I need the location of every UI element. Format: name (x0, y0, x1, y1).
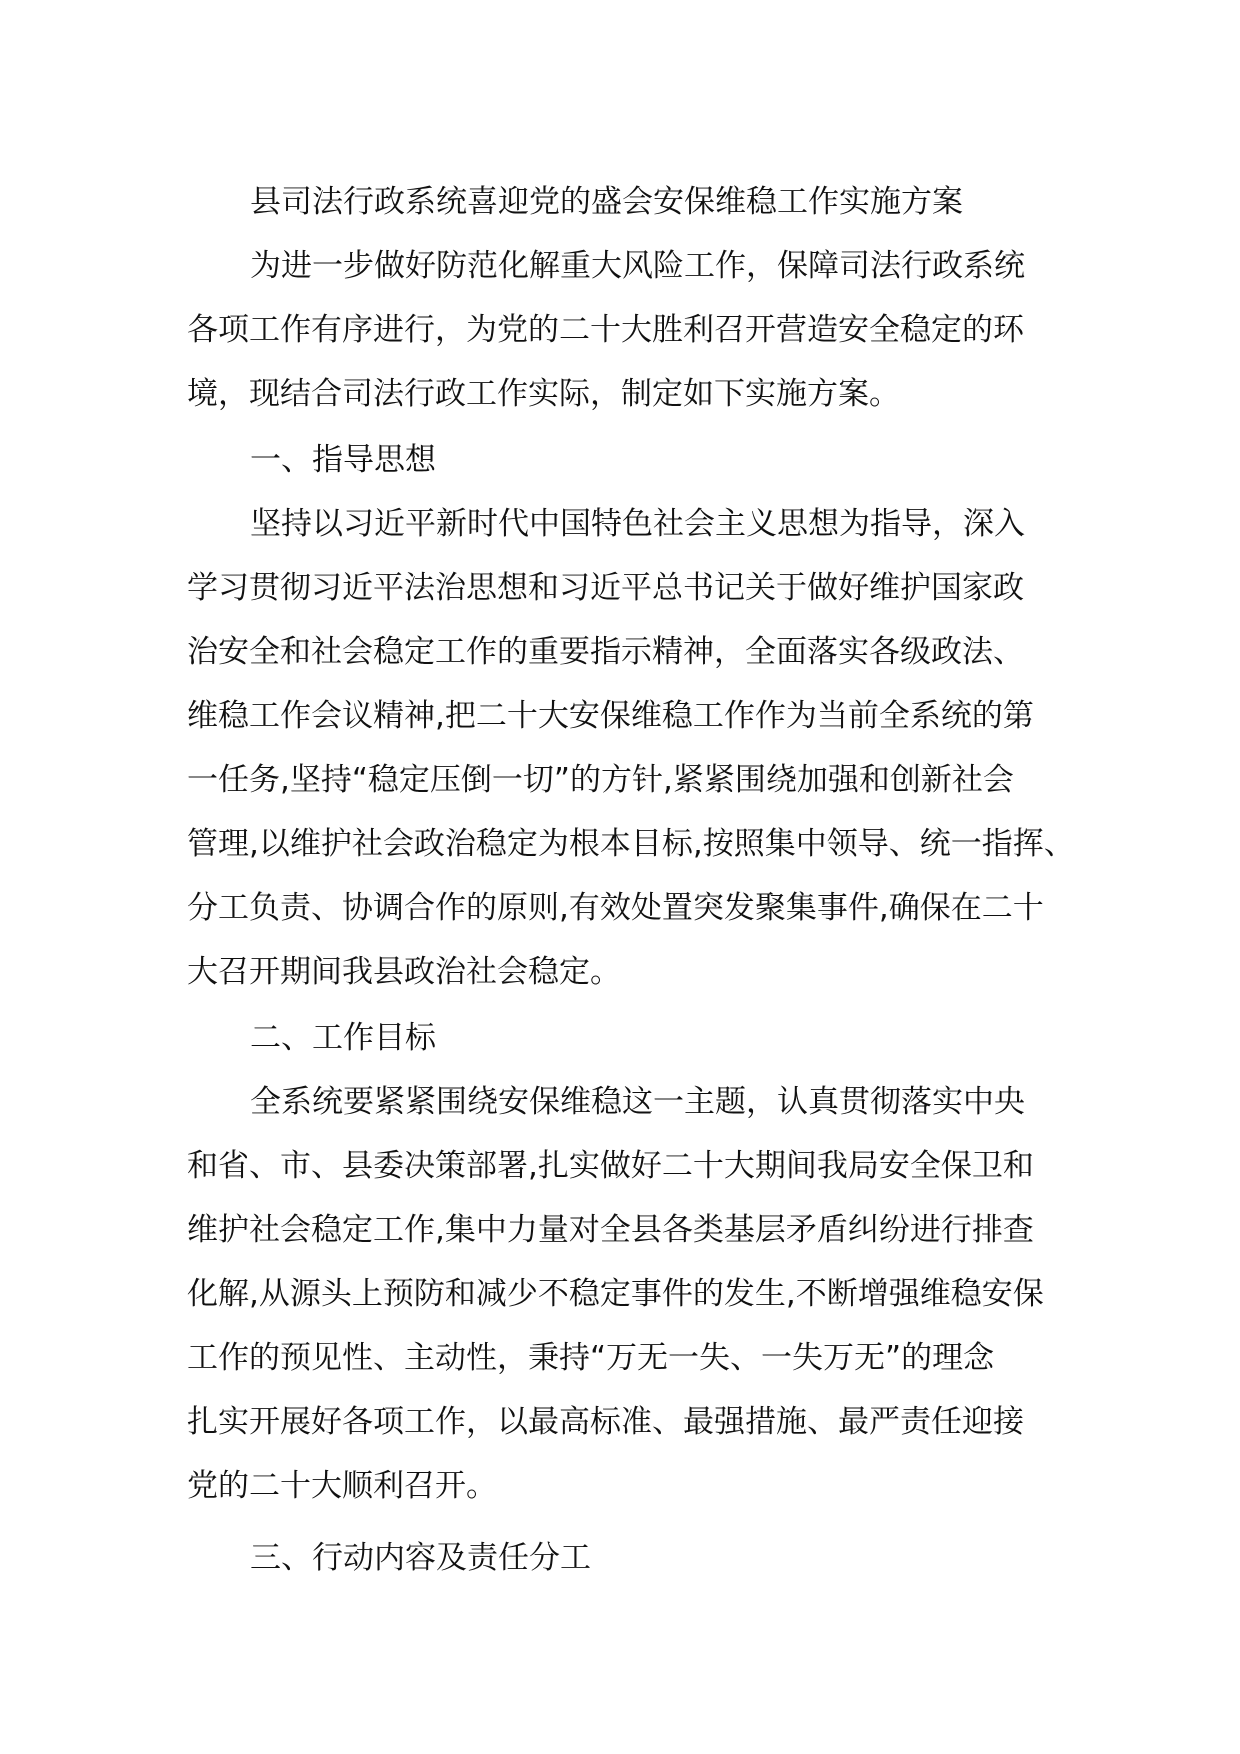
paragraph-line: 大召开期间我县政治社会稳定。 (187, 954, 621, 990)
paragraph-line: 党的二十大顺利召开。 (187, 1468, 497, 1504)
intro-line: 为进一步做好防范化解重大风险工作，保障司法行政系统 (250, 248, 1025, 284)
paragraph-line: 一任务,坚持“稳定压倒一切”的方针,紧紧围绕加强和创新社会 (187, 762, 1014, 798)
section-heading-guiding-ideology: 一、指导思想 (250, 442, 436, 478)
document-title: 县司法行政系统喜迎党的盛会安保维稳工作实施方案 (250, 184, 963, 220)
document-body (187, 170, 1075, 1590)
paragraph-line: 扎实开展好各项工作，以最高标准、最强措施、最严责任迎接 (187, 1404, 1024, 1440)
intro-line: 各项工作有序进行，为党的二十大胜利召开营造安全稳定的环 (187, 312, 1024, 348)
paragraph-line: 全系统要紧紧围绕安保维稳这一主题，认真贯彻落实中央 (250, 1084, 1025, 1120)
section-heading-actions: 三、行动内容及责任分工 (250, 1540, 591, 1576)
paragraph-line: 分工负责、协调合作的原则,有效处置突发聚集事件,确保在二十 (187, 890, 1044, 926)
paragraph-line: 和省、市、县委决策部署,扎实做好二十大期间我局安全保卫和 (187, 1148, 1034, 1184)
paragraph-line: 工作的预见性、主动性，秉持“万无一失、一失万无”的理念 (187, 1340, 995, 1376)
paragraph-line: 化解,从源头上预防和减少不稳定事件的发生,不断增强维稳安保 (187, 1276, 1044, 1312)
paragraph-line: 坚持以习近平新时代中国特色社会主义思想为指导，深入 (250, 506, 1025, 542)
section-heading-work-goals: 二、工作目标 (250, 1020, 436, 1056)
paragraph-line: 治安全和社会稳定工作的重要指示精神，全面落实各级政法、 (187, 634, 1024, 670)
paragraph-line: 维稳工作会议精神,把二十大安保维稳工作作为当前全系统的第 (187, 698, 1034, 734)
paragraph-line: 管理,以维护社会政治稳定为根本目标,按照集中领导、统一指挥、 (187, 826, 1075, 862)
paragraph-line: 维护社会稳定工作,集中力量对全县各类基层矛盾纠纷进行排查 (187, 1212, 1034, 1248)
paragraph-line: 学习贯彻习近平法治思想和习近平总书记关于做好维护国家政 (187, 570, 1024, 606)
intro-line: 境，现结合司法行政工作实际，制定如下实施方案。 (187, 376, 900, 412)
